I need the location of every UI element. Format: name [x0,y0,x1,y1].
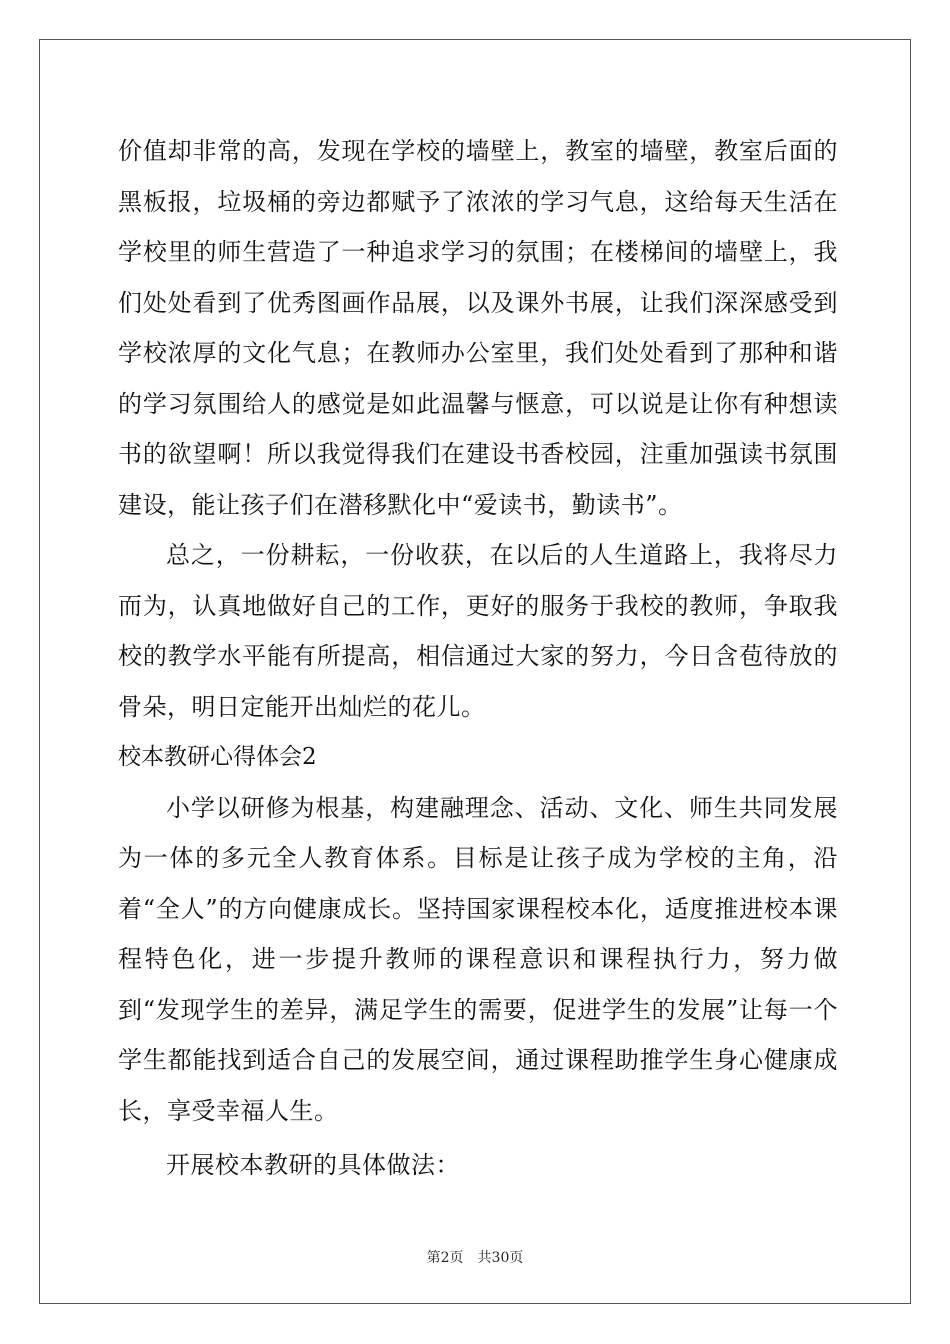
paragraph-3: 小学以研修为根基，构建融理念、活动、文化、师生共同发展为一体的多元全人教育体系。目标是让孩子成为学校的主角，沿着“全人”的方向健康成长。坚持国家课程校本化，适度推进校本课程特色化，进一步提升教师的课程意识和课程执行力，努力做到“发现学生的差异，满足学生的需要，促进学生的发展”让每一个学生都能找到适合自己的发展空间，通过课程助推学生身心健康成长，享受幸福人生。 [118,793,838,1125]
paragraph-1: 价值却非常的高，发现在学校的墙壁上，教室的墙壁，教室后面的黑板报，垃圾桶的旁边都赋予了浓浓的学习气息，这给每天生活在学校里的师生营造了一种追求学习的氛围；在楼梯间的墙壁上，我们处处看到了优秀图画作品展，以及课外书展，让我们深深感受到学校浓厚的文化气息；在教师办公室里，我们处处看到了那种和谐的学习氛围给人的感觉是如此温馨与惬意，可以说是让你有种想读书的欲望啊！所以我觉得我们在建设书香校园，注重加强读书氛围建设，能让孩子们在潜移默化中“爱读书，勤读书”。 [118,137,838,519]
paragraph-2: 总之，一份耕耘，一份收获，在以后的人生道路上，我将尽力而为，认真地做好自己的工作，更好的服务于我校的教师，争取我校的教学水平能有所提高，相信通过大家的努力，今日含苞待放的骨朵，明日定能开出灿烂的花儿。 [118,541,838,721]
page-footer: 第2页 共30页 [426,1250,524,1266]
section-heading: 校本教研心得体会2 [118,744,317,770]
paragraph-4: 开展校本教研的具体做法： [166,1151,460,1179]
document-body [118,126,838,1191]
